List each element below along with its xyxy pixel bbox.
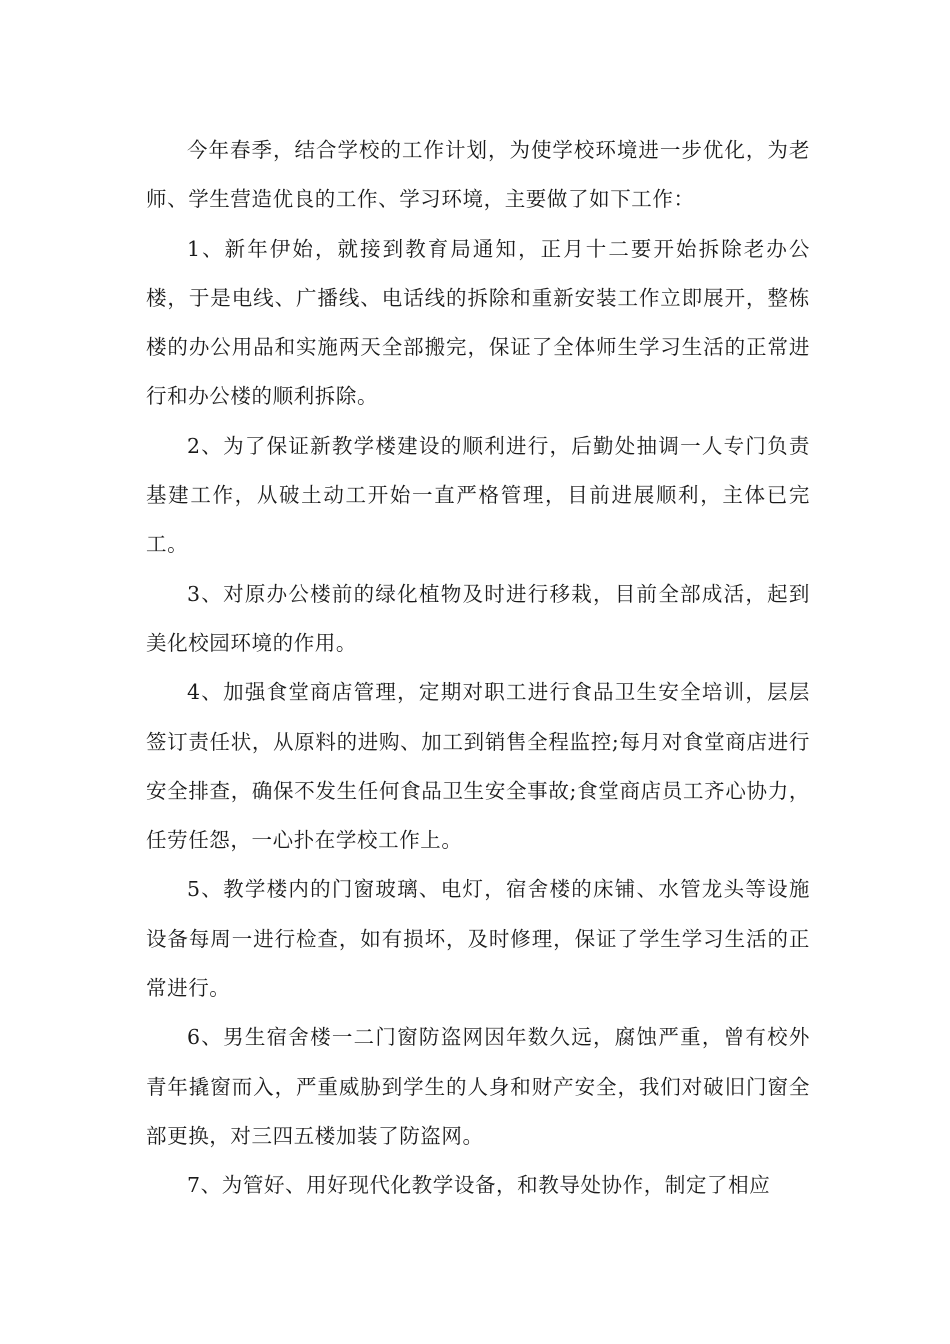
item-1-paragraph: 1、新年伊始，就接到教育局通知，正月十二要开始拆除老办公楼，于是电线、广播线、电话线的拆除和重新安装工作立即展开，整栋楼的办公用品和实施两天全部搬完，保证了全体师生学习生活的正常进行和办公楼的顺利拆除。 — [146, 236, 810, 409]
document-body — [146, 126, 810, 1211]
item-6-paragraph: 6、男生宿舍楼一二门窗防盗网因年数久远，腐蚀严重，曾有校外青年撬窗而入，严重威胁到学生的人身和财产安全，我们对破旧门窗全部更换，对三四五楼加装了防盗网。 — [146, 1025, 810, 1148]
item-5-paragraph: 5、教学楼内的门窗玻璃、电灯，宿舍楼的床铺、水管龙头等设施设备每周一进行检查，如有损坏，及时修理，保证了学生学习生活的正常进行。 — [146, 877, 810, 1001]
intro-paragraph: 今年春季，结合学校的工作计划，为使学校环境进一步优化，为老师、学生营造优良的工作、学习环境，主要做了如下工作： — [146, 138, 810, 212]
item-7-paragraph: 7、为管好、用好现代化教学设备，和教导处协作，制定了相应 — [187, 1173, 771, 1198]
item-4-paragraph: 4、加强食堂商店管理，定期对职工进行食品卫生安全培训，层层签订责任状，从原料的进购、加工到销售全程监控;每月对食堂商店进行安全排查，确保不发生任何食品卫生安全事故;食堂商店员工齐心协力，任劳任怨，一心扑在学校工作上。 — [146, 680, 810, 853]
item-3-paragraph: 3、对原办公楼前的绿化植物及时进行移栽，目前全部成活，起到美化校园环境的作用。 — [146, 581, 810, 655]
item-2-paragraph: 2、为了保证新教学楼建设的顺利进行，后勤处抽调一人专门负责基建工作，从破土动工开始一直严格管理，目前进展顺利，主体已完工。 — [146, 433, 810, 557]
